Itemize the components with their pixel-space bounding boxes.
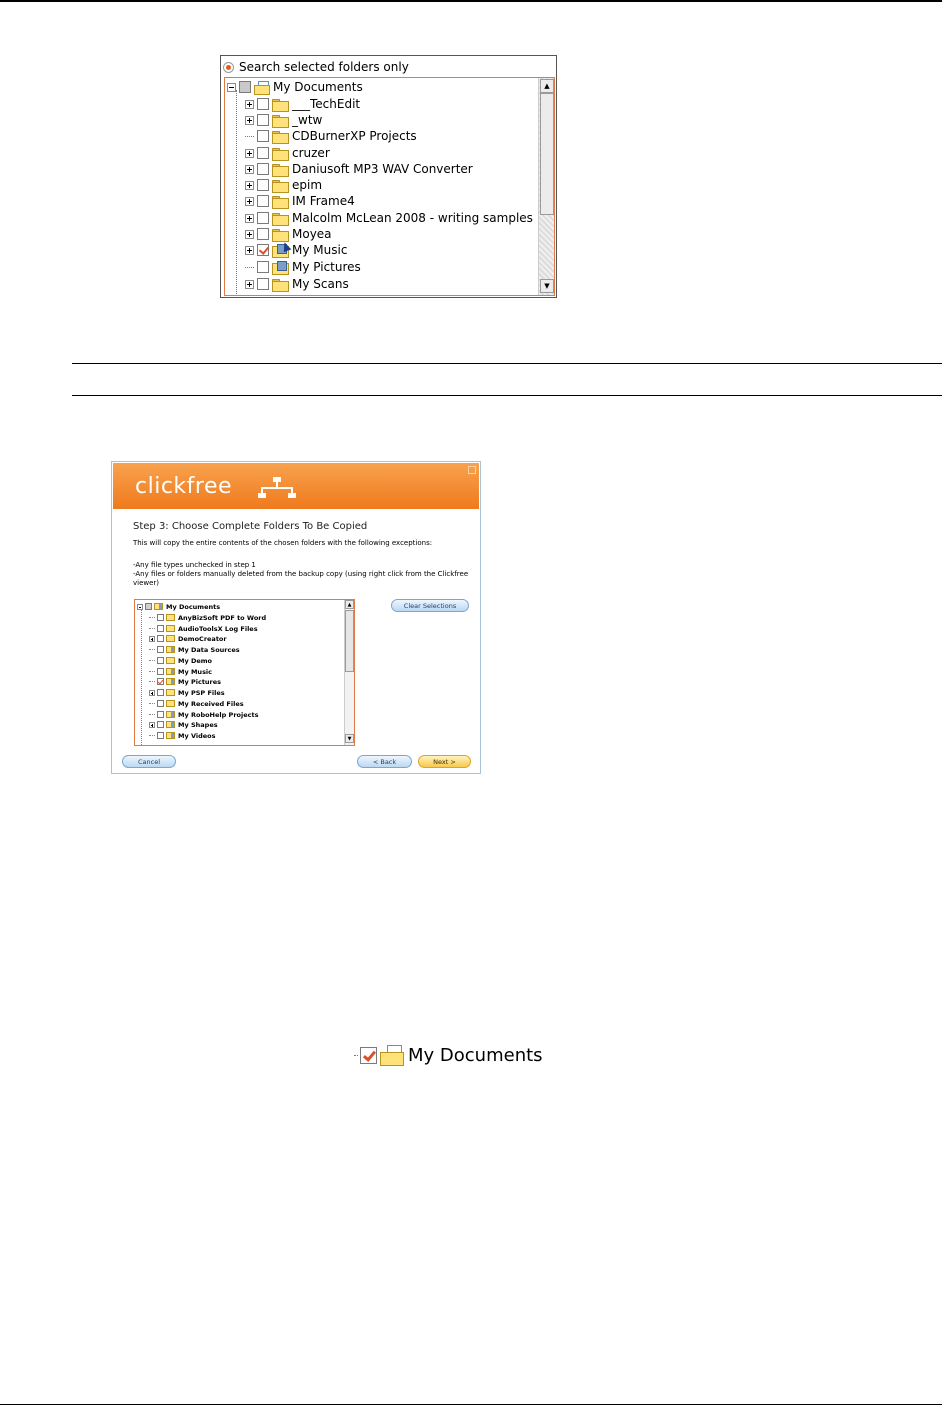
tree-item-audiotoolsx[interactable]: AudioToolsX Log Files xyxy=(149,623,258,634)
folder-icon xyxy=(166,657,175,664)
folder-icon xyxy=(272,213,287,224)
checkbox-icon[interactable] xyxy=(239,81,251,93)
tree-item-im-frame4[interactable]: IM Frame4 xyxy=(245,193,355,209)
scroll-up-icon[interactable]: ▲ xyxy=(540,79,554,93)
checkbox-icon[interactable] xyxy=(157,732,164,739)
scroll-up-icon[interactable]: ▲ xyxy=(345,600,354,609)
checkbox-icon[interactable] xyxy=(257,212,269,224)
checkbox-checked-icon[interactable] xyxy=(257,244,269,256)
folder-icon xyxy=(272,196,287,207)
cancel-button[interactable]: Cancel xyxy=(122,755,176,768)
clear-selections-button[interactable]: Clear Selections xyxy=(391,599,469,612)
expand-icon[interactable] xyxy=(245,230,254,239)
expand-icon[interactable] xyxy=(245,197,254,206)
checkbox-icon[interactable] xyxy=(257,98,269,110)
checkbox-icon[interactable] xyxy=(157,657,164,664)
tree-item-my-pictures[interactable]: My Pictures xyxy=(245,259,361,275)
checkbox-icon[interactable] xyxy=(257,163,269,175)
tree-item-my-scans[interactable]: My Scans xyxy=(245,276,349,292)
data-sources-folder-icon xyxy=(166,646,175,653)
tree-item-epim[interactable]: epim xyxy=(245,177,322,193)
tree-item-my-psp-files[interactable]: My PSP Files xyxy=(149,687,225,698)
checkbox-icon[interactable] xyxy=(257,261,269,273)
checkbox-icon[interactable] xyxy=(257,179,269,191)
radio-icon[interactable] xyxy=(223,62,234,73)
folder-icon xyxy=(272,164,287,175)
tree-item-democreator[interactable]: DemoCreator xyxy=(149,633,227,644)
scroll-thumb[interactable] xyxy=(540,93,554,215)
tree-item-wtw[interactable]: _wtw xyxy=(245,112,322,128)
wizard-tree-scrollbar[interactable] xyxy=(344,600,354,745)
tree-item-my-videos[interactable]: My Videos xyxy=(149,730,216,741)
pictures-folder-icon xyxy=(272,261,287,274)
expand-icon[interactable] xyxy=(149,636,155,642)
music-folder-icon xyxy=(166,668,175,675)
expand-icon[interactable] xyxy=(245,181,254,190)
robohelp-folder-icon xyxy=(166,711,175,718)
tree-item-anybizsoft[interactable]: AnyBizSoft PDF to Word xyxy=(149,612,266,623)
checkbox-icon[interactable] xyxy=(257,278,269,290)
expand-icon[interactable] xyxy=(245,280,254,289)
checkbox-icon[interactable] xyxy=(157,721,164,728)
folder-icon xyxy=(166,700,175,707)
close-icon[interactable] xyxy=(468,466,476,474)
page-bottom-rule xyxy=(0,1404,942,1405)
checkbox-icon[interactable] xyxy=(157,625,164,632)
search-selected-folders-radio[interactable] xyxy=(223,58,409,76)
checkbox-icon[interactable] xyxy=(157,614,164,621)
next-button[interactable]: Next > xyxy=(418,755,471,768)
tree-item-my-demo[interactable]: My Demo xyxy=(149,655,212,666)
documents-folder-icon xyxy=(380,1045,402,1065)
expand-icon[interactable] xyxy=(245,100,254,109)
tree-item-my-music[interactable]: My Music xyxy=(245,242,347,258)
clickfree-logo: clickfree xyxy=(135,474,233,499)
documents-folder-icon xyxy=(254,81,268,94)
tree-connector-line xyxy=(141,608,142,746)
folder-icon xyxy=(272,131,287,142)
checkbox-icon[interactable] xyxy=(157,689,164,696)
folder-icon xyxy=(272,99,287,110)
checkbox-icon[interactable] xyxy=(157,668,164,675)
expand-icon[interactable] xyxy=(245,214,254,223)
checkbox-icon[interactable] xyxy=(257,114,269,126)
tree-item-my-shapes[interactable]: My Shapes xyxy=(149,719,218,730)
folder-icon xyxy=(272,180,287,191)
folder-icon xyxy=(272,115,287,126)
checkbox-icon[interactable] xyxy=(257,195,269,207)
tree-item-my-pictures[interactable]: My Pictures xyxy=(149,676,221,687)
checkbox-icon[interactable] xyxy=(257,130,269,142)
folder-icon xyxy=(166,635,175,642)
folder-icon xyxy=(272,148,287,159)
tree-scrollbar[interactable] xyxy=(538,78,554,295)
checkbox-checked-icon[interactable] xyxy=(360,1047,377,1064)
pictures-folder-icon xyxy=(166,678,175,685)
exception-line-1: -Any file types unchecked in step 1 xyxy=(133,561,256,569)
intro-text: This will copy the entire contents of the chosen folders with the following exceptions: xyxy=(133,539,433,547)
folder-icon xyxy=(166,689,175,696)
wizard-folder-tree xyxy=(134,599,355,746)
shapes-folder-icon xyxy=(166,721,175,728)
checkbox-icon[interactable] xyxy=(157,646,164,653)
expand-icon[interactable] xyxy=(245,116,254,125)
expand-icon[interactable] xyxy=(245,165,254,174)
my-documents-zoom xyxy=(354,1042,543,1068)
checkbox-icon[interactable] xyxy=(145,603,152,610)
tree-item-moyea[interactable]: Moyea xyxy=(245,226,332,242)
tree-item-malcolm[interactable]: Malcolm McLean 2008 - writing samples xyxy=(245,210,533,226)
tree-item-cdburnerxp[interactable]: CDBurnerXP Projects xyxy=(245,128,417,144)
tree-item-my-robohelp[interactable]: My RoboHelp Projects xyxy=(149,709,258,720)
documents-folder-icon xyxy=(154,603,163,610)
tree-item-daniusoft[interactable]: Daniusoft MP3 WAV Converter xyxy=(245,161,473,177)
folder-search-panel xyxy=(220,55,557,298)
exception-line-2: -Any files or folders manually deleted from the backup copy (using right click from the Clickfree viewer) xyxy=(133,570,469,587)
folder-tree xyxy=(224,77,555,296)
checkbox-icon[interactable] xyxy=(157,635,164,642)
step-title: Step 3: Choose Complete Folders To Be Copied xyxy=(133,521,368,532)
separator-line xyxy=(72,395,942,396)
tree-item-my-received-files[interactable]: My Received Files xyxy=(149,698,244,709)
scroll-down-icon[interactable]: ▼ xyxy=(345,734,354,743)
collapse-icon[interactable] xyxy=(137,604,143,610)
separator-line xyxy=(72,363,942,364)
scroll-thumb[interactable] xyxy=(345,610,354,672)
folder-icon xyxy=(272,279,287,290)
network-icon xyxy=(258,477,296,499)
collapse-icon[interactable] xyxy=(227,83,236,92)
clickfree-wizard-window xyxy=(111,461,481,774)
my-documents-label: My Documents xyxy=(408,1044,543,1066)
scroll-down-icon[interactable]: ▼ xyxy=(540,279,554,293)
tree-item-my-music[interactable]: My Music xyxy=(149,666,212,677)
checkbox-icon[interactable] xyxy=(257,228,269,240)
tree-item-my-data-sources[interactable]: My Data Sources xyxy=(149,644,240,655)
tree-item-my-documents[interactable]: My Documents xyxy=(227,79,363,95)
expand-icon[interactable] xyxy=(245,149,254,158)
tree-item-cruzer[interactable]: cruzer xyxy=(245,145,330,161)
back-button[interactable]: < Back xyxy=(357,755,412,768)
wizard-banner xyxy=(113,463,479,509)
tree-connector-line xyxy=(236,90,237,296)
page-top-rule xyxy=(0,0,942,2)
tree-item-techedit[interactable]: ___TechEdit xyxy=(245,96,360,112)
radio-label: Search selected folders only xyxy=(239,60,409,74)
tree-item-my-documents[interactable]: My Documents xyxy=(137,601,220,612)
expand-icon[interactable] xyxy=(149,722,155,728)
checkbox-checked-icon[interactable] xyxy=(157,678,164,685)
folder-icon xyxy=(166,614,175,621)
folder-icon xyxy=(272,229,287,240)
videos-folder-icon xyxy=(166,732,175,739)
checkbox-icon[interactable] xyxy=(257,147,269,159)
checkbox-icon[interactable] xyxy=(157,711,164,718)
expand-icon[interactable] xyxy=(245,246,254,255)
expand-icon[interactable] xyxy=(149,690,155,696)
folder-icon xyxy=(166,625,175,632)
checkbox-icon[interactable] xyxy=(157,700,164,707)
